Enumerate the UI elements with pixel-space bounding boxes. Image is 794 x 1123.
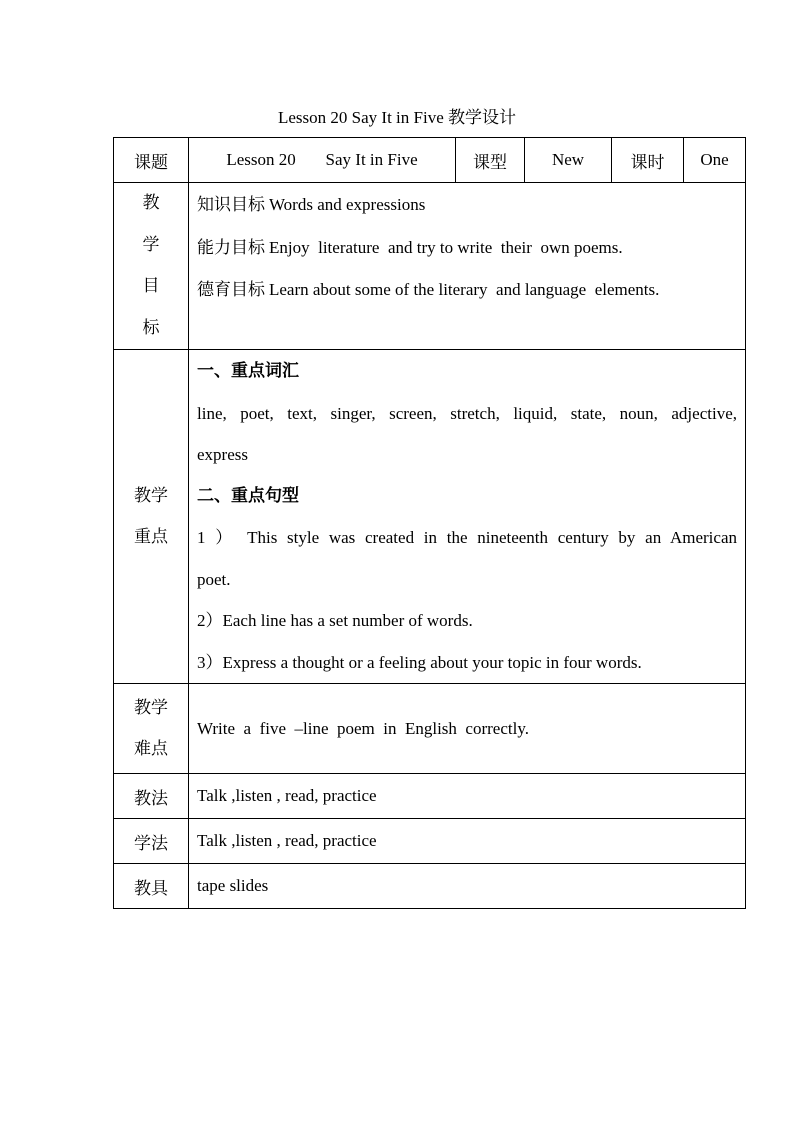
learning-method-row	[114, 819, 746, 864]
difficulty-label	[114, 684, 189, 774]
vocab-line: line, poet, text, singer, screen, stretch, liquid, state, noun, adjective,	[197, 403, 737, 423]
goals-label-char: 标	[142, 317, 160, 338]
moral-goal-head: 德育目标	[197, 280, 265, 300]
topic-value: Lesson 20 Say It in Five	[189, 138, 456, 183]
teaching-method-row	[114, 774, 746, 819]
teaching-method-text: Talk ,listen , read, practice	[189, 774, 746, 819]
goals-label-char: 学	[142, 234, 160, 255]
goals-label-char: 教	[142, 193, 160, 213]
key-points-content	[189, 350, 746, 684]
sentence-line: poet.	[197, 569, 231, 589]
lesson-plan-table	[113, 137, 746, 909]
period-value: One	[684, 138, 746, 183]
lesson-type-label: 课型	[456, 138, 525, 183]
moral-goal	[197, 269, 737, 312]
difficulty-row	[114, 684, 746, 774]
learning-method-text: Talk ,listen , read, practice	[189, 819, 746, 864]
difficulty-text: Write a five –line poem in English correctly.	[189, 684, 746, 774]
teaching-aids-row	[114, 864, 746, 909]
ability-goal-text: Enjoy literature and try to write their own poems.	[269, 237, 623, 257]
sentence-line: 1 ） This style was created in the nineteenth century by an American	[197, 528, 737, 547]
lesson-type-value: New	[525, 138, 612, 183]
key-points-label-line: 教学	[134, 485, 168, 506]
ability-goal	[197, 227, 737, 270]
sentence-line: 2）Each line has a set number of words.	[197, 611, 473, 630]
key-points-label	[114, 350, 189, 684]
sentence-heading: 二、重点句型	[197, 485, 299, 506]
goals-label-char: 目	[142, 276, 160, 296]
goals-label	[114, 183, 189, 350]
difficulty-label-line: 教学	[134, 697, 168, 718]
ability-goal-head: 能力目标	[197, 237, 265, 258]
key-points-row	[114, 350, 746, 684]
teaching-aids-text: tape slides	[189, 864, 746, 909]
key-points-label-line: 重点	[134, 526, 168, 547]
goals-content	[189, 183, 746, 350]
knowledge-goal	[197, 184, 737, 227]
vocab-heading: 一、重点词汇	[197, 361, 299, 381]
knowledge-goal-head: 知识目标	[197, 195, 265, 215]
knowledge-goal-text: Words and expressions	[269, 195, 426, 214]
teaching-aids-label: 教具	[114, 864, 189, 909]
header-row	[114, 138, 746, 183]
goals-row	[114, 183, 746, 350]
period-label: 课时	[612, 138, 684, 183]
moral-goal-text: Learn about some of the literary and language elements.	[269, 280, 660, 299]
sentence-line: 3）Express a thought or a feeling about your topic in four words.	[197, 652, 642, 672]
learning-method-label: 学法	[114, 819, 189, 864]
teaching-method-label: 教法	[114, 774, 189, 819]
difficulty-label-line: 难点	[134, 738, 168, 759]
vocab-line: express	[197, 445, 248, 464]
topic-label: 课题	[114, 138, 189, 183]
page-title: Lesson 20 Say It in Five 教学设计	[278, 108, 516, 127]
